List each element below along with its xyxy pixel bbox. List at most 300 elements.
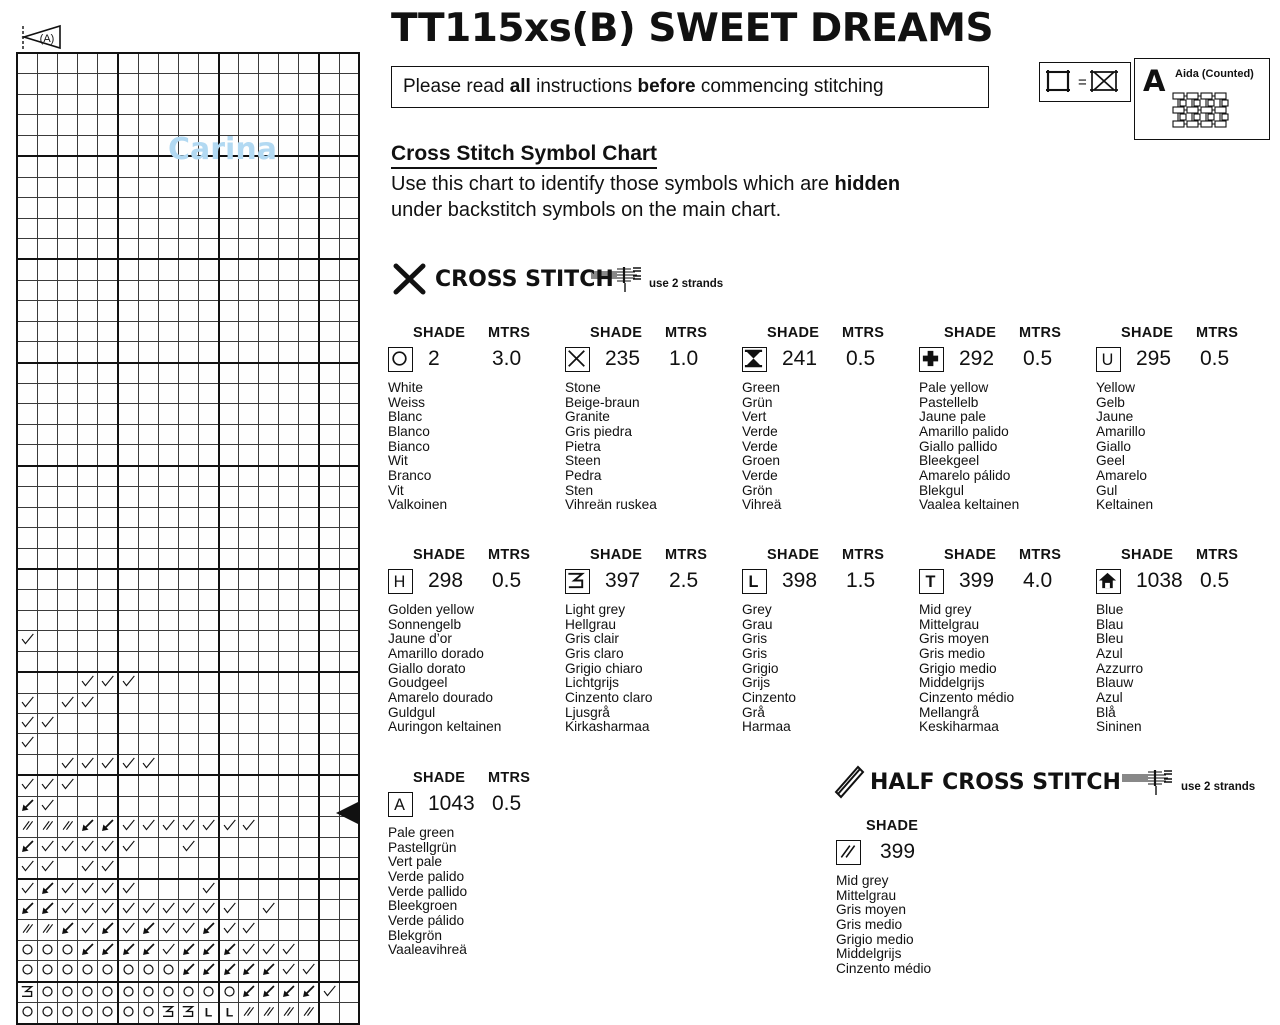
grid-cell-empty[interactable]	[158, 74, 178, 94]
grid-cell-empty[interactable]	[138, 342, 158, 363]
grid-cell-empty[interactable]	[118, 301, 138, 321]
grid-cell-empty[interactable]	[219, 610, 239, 630]
grid-cell-empty[interactable]	[158, 775, 178, 796]
grid-cell-empty[interactable]	[279, 528, 299, 548]
grid-cell-empty[interactable]	[299, 198, 319, 218]
grid-cell-empty[interactable]	[219, 775, 239, 796]
grid-cell-empty[interactable]	[259, 342, 279, 363]
grid-cell-empty[interactable]	[138, 74, 158, 94]
grid-cell-check[interactable]	[97, 837, 117, 857]
grid-cell-empty[interactable]	[219, 280, 239, 300]
grid-cell-empty[interactable]	[319, 714, 339, 734]
grid-cell-empty[interactable]	[279, 734, 299, 754]
grid-cell-empty[interactable]	[118, 404, 138, 424]
grid-cell-empty[interactable]	[319, 94, 339, 114]
grid-cell-double-slash[interactable]	[279, 1003, 299, 1024]
grid-cell-circle[interactable]	[17, 961, 37, 982]
grid-cell-empty[interactable]	[239, 487, 259, 507]
grid-cell-empty[interactable]	[158, 879, 178, 900]
grid-cell-empty[interactable]	[239, 528, 259, 548]
grid-cell-empty[interactable]	[340, 734, 359, 754]
grid-cell-empty[interactable]	[178, 796, 198, 816]
grid-cell-empty[interactable]	[299, 342, 319, 363]
grid-cell-double-slash[interactable]	[37, 817, 57, 837]
grid-cell-empty[interactable]	[239, 74, 259, 94]
grid-cell-empty[interactable]	[198, 301, 218, 321]
grid-cell-empty[interactable]	[77, 528, 97, 548]
grid-cell-empty[interactable]	[158, 466, 178, 487]
grid-cell-empty[interactable]	[340, 569, 359, 590]
grid-cell-empty[interactable]	[299, 280, 319, 300]
grid-cell-empty[interactable]	[219, 548, 239, 569]
grid-cell-empty[interactable]	[37, 156, 57, 177]
grid-cell-arrow[interactable]	[219, 940, 239, 960]
grid-cell-empty[interactable]	[239, 156, 259, 177]
grid-cell-check[interactable]	[77, 920, 97, 940]
grid-cell-empty[interactable]	[259, 548, 279, 569]
grid-cell-empty[interactable]	[37, 198, 57, 218]
grid-cell-empty[interactable]	[158, 858, 178, 879]
grid-cell-empty[interactable]	[198, 363, 218, 384]
grid-cell-empty[interactable]	[17, 487, 37, 507]
grid-cell-empty[interactable]	[239, 321, 259, 341]
grid-cell-empty[interactable]	[259, 796, 279, 816]
grid-cell-check[interactable]	[178, 899, 198, 919]
grid-cell-arrow[interactable]	[219, 961, 239, 982]
grid-cell-empty[interactable]	[178, 177, 198, 197]
grid-cell-empty[interactable]	[97, 74, 117, 94]
grid-cell-empty[interactable]	[37, 384, 57, 404]
grid-cell-empty[interactable]	[97, 115, 117, 135]
grid-cell-empty[interactable]	[57, 363, 77, 384]
grid-cell-empty[interactable]	[37, 301, 57, 321]
grid-cell-empty[interactable]	[118, 734, 138, 754]
grid-cell-empty[interactable]	[279, 796, 299, 816]
grid-cell-empty[interactable]	[279, 177, 299, 197]
grid-cell-empty[interactable]	[138, 321, 158, 341]
grid-cell-empty[interactable]	[299, 301, 319, 321]
grid-cell-empty[interactable]	[158, 424, 178, 444]
grid-cell-check[interactable]	[77, 899, 97, 919]
grid-cell-empty[interactable]	[138, 238, 158, 259]
grid-cell-empty[interactable]	[279, 879, 299, 900]
grid-cell-empty[interactable]	[279, 610, 299, 630]
grid-cell-empty[interactable]	[219, 342, 239, 363]
grid-cell-empty[interactable]	[259, 837, 279, 857]
grid-cell-empty[interactable]	[17, 754, 37, 775]
grid-cell-empty[interactable]	[158, 94, 178, 114]
grid-cell-circle[interactable]	[158, 961, 178, 982]
grid-cell-empty[interactable]	[219, 74, 239, 94]
grid-cell-empty[interactable]	[319, 115, 339, 135]
grid-cell-empty[interactable]	[279, 672, 299, 693]
grid-cell-empty[interactable]	[57, 631, 77, 651]
grid-cell-arrow[interactable]	[17, 796, 37, 816]
grid-cell-empty[interactable]	[17, 590, 37, 610]
grid-cell-empty[interactable]	[97, 631, 117, 651]
grid-cell-empty[interactable]	[299, 714, 319, 734]
grid-cell-empty[interactable]	[57, 569, 77, 590]
grid-cell-empty[interactable]	[219, 238, 239, 259]
grid-cell-empty[interactable]	[118, 424, 138, 444]
grid-cell-empty[interactable]	[138, 796, 158, 816]
grid-cell-empty[interactable]	[219, 569, 239, 590]
grid-cell-empty[interactable]	[239, 363, 259, 384]
grid-cell-letter-L[interactable]	[219, 1003, 239, 1024]
grid-cell-empty[interactable]	[259, 775, 279, 796]
grid-cell-empty[interactable]	[97, 321, 117, 341]
grid-cell-empty[interactable]	[198, 548, 218, 569]
grid-cell-empty[interactable]	[138, 590, 158, 610]
grid-cell-empty[interactable]	[319, 879, 339, 900]
grid-cell-empty[interactable]	[77, 404, 97, 424]
grid-cell-empty[interactable]	[319, 569, 339, 590]
grid-cell-empty[interactable]	[17, 466, 37, 487]
grid-cell-check[interactable]	[17, 775, 37, 796]
grid-cell-empty[interactable]	[279, 548, 299, 569]
grid-cell-empty[interactable]	[198, 796, 218, 816]
grid-cell-empty[interactable]	[118, 94, 138, 114]
grid-cell-empty[interactable]	[340, 53, 359, 74]
grid-cell-empty[interactable]	[319, 961, 339, 982]
grid-cell-empty[interactable]	[259, 259, 279, 280]
grid-cell-empty[interactable]	[319, 610, 339, 630]
grid-cell-empty[interactable]	[340, 631, 359, 651]
grid-cell-empty[interactable]	[198, 94, 218, 114]
grid-cell-empty[interactable]	[118, 487, 138, 507]
grid-cell-circle[interactable]	[77, 961, 97, 982]
grid-cell-empty[interactable]	[57, 610, 77, 630]
grid-cell-empty[interactable]	[138, 135, 158, 156]
grid-cell-circle[interactable]	[37, 1003, 57, 1024]
grid-cell-empty[interactable]	[77, 775, 97, 796]
grid-cell-empty[interactable]	[77, 569, 97, 590]
grid-cell-empty[interactable]	[138, 672, 158, 693]
grid-cell-empty[interactable]	[299, 940, 319, 960]
grid-cell-arrow[interactable]	[57, 920, 77, 940]
grid-cell-empty[interactable]	[279, 74, 299, 94]
grid-cell-arrow[interactable]	[178, 940, 198, 960]
grid-cell-empty[interactable]	[37, 280, 57, 300]
grid-cell-empty[interactable]	[279, 363, 299, 384]
grid-cell-empty[interactable]	[279, 487, 299, 507]
grid-cell-empty[interactable]	[57, 651, 77, 672]
grid-cell-empty[interactable]	[340, 775, 359, 796]
grid-cell-empty[interactable]	[219, 837, 239, 857]
grid-cell-empty[interactable]	[138, 610, 158, 630]
grid-cell-empty[interactable]	[17, 404, 37, 424]
grid-cell-empty[interactable]	[17, 363, 37, 384]
grid-cell-empty[interactable]	[219, 156, 239, 177]
grid-cell-arrow[interactable]	[239, 961, 259, 982]
grid-cell-empty[interactable]	[17, 610, 37, 630]
grid-cell-empty[interactable]	[219, 796, 239, 816]
grid-cell-empty[interactable]	[319, 342, 339, 363]
grid-cell-empty[interactable]	[178, 238, 198, 259]
grid-cell-empty[interactable]	[299, 445, 319, 466]
grid-cell-empty[interactable]	[299, 94, 319, 114]
grid-cell-empty[interactable]	[178, 775, 198, 796]
grid-cell-empty[interactable]	[340, 899, 359, 919]
grid-cell-empty[interactable]	[219, 651, 239, 672]
grid-cell-empty[interactable]	[158, 342, 178, 363]
grid-cell-empty[interactable]	[178, 156, 198, 177]
grid-cell-empty[interactable]	[97, 445, 117, 466]
grid-cell-empty[interactable]	[279, 404, 299, 424]
grid-cell-empty[interactable]	[138, 693, 158, 713]
grid-cell-empty[interactable]	[340, 879, 359, 900]
grid-cell-empty[interactable]	[299, 817, 319, 837]
grid-cell-empty[interactable]	[319, 754, 339, 775]
grid-cell-empty[interactable]	[239, 280, 259, 300]
grid-cell-empty[interactable]	[178, 651, 198, 672]
grid-cell-empty[interactable]	[178, 714, 198, 734]
grid-cell-empty[interactable]	[97, 280, 117, 300]
grid-cell-empty[interactable]	[219, 363, 239, 384]
grid-cell-reverse-three[interactable]	[178, 1003, 198, 1024]
grid-cell-empty[interactable]	[279, 693, 299, 713]
grid-cell-empty[interactable]	[158, 259, 178, 280]
grid-cell-empty[interactable]	[259, 590, 279, 610]
grid-cell-empty[interactable]	[198, 404, 218, 424]
grid-cell-empty[interactable]	[279, 920, 299, 940]
grid-cell-arrow[interactable]	[239, 982, 259, 1003]
grid-cell-empty[interactable]	[340, 115, 359, 135]
grid-cell-empty[interactable]	[279, 775, 299, 796]
grid-cell-empty[interactable]	[279, 280, 299, 300]
grid-cell-empty[interactable]	[138, 631, 158, 651]
grid-cell-arrow[interactable]	[259, 961, 279, 982]
grid-cell-empty[interactable]	[158, 280, 178, 300]
grid-cell-empty[interactable]	[340, 404, 359, 424]
grid-cell-empty[interactable]	[198, 569, 218, 590]
grid-cell-empty[interactable]	[57, 590, 77, 610]
grid-cell-empty[interactable]	[77, 548, 97, 569]
grid-cell-empty[interactable]	[17, 672, 37, 693]
grid-cell-empty[interactable]	[219, 94, 239, 114]
grid-cell-empty[interactable]	[239, 775, 259, 796]
grid-cell-empty[interactable]	[259, 115, 279, 135]
grid-cell-empty[interactable]	[198, 342, 218, 363]
grid-cell-empty[interactable]	[17, 384, 37, 404]
grid-cell-empty[interactable]	[178, 487, 198, 507]
grid-cell-empty[interactable]	[219, 218, 239, 238]
grid-cell-check[interactable]	[178, 817, 198, 837]
grid-cell-empty[interactable]	[259, 198, 279, 218]
grid-cell-double-slash[interactable]	[239, 1003, 259, 1024]
grid-cell-empty[interactable]	[299, 487, 319, 507]
grid-cell-check[interactable]	[118, 837, 138, 857]
grid-cell-circle[interactable]	[219, 982, 239, 1003]
grid-cell-empty[interactable]	[37, 487, 57, 507]
grid-cell-check[interactable]	[77, 837, 97, 857]
grid-cell-empty[interactable]	[219, 404, 239, 424]
grid-cell-arrow[interactable]	[299, 982, 319, 1003]
grid-cell-check[interactable]	[17, 879, 37, 900]
grid-cell-empty[interactable]	[97, 156, 117, 177]
grid-cell-empty[interactable]	[57, 548, 77, 569]
grid-cell-empty[interactable]	[239, 837, 259, 857]
grid-cell-empty[interactable]	[319, 445, 339, 466]
grid-cell-empty[interactable]	[138, 53, 158, 74]
grid-cell-empty[interactable]	[340, 1003, 359, 1024]
grid-cell-empty[interactable]	[118, 507, 138, 527]
grid-cell-empty[interactable]	[239, 53, 259, 74]
grid-cell-empty[interactable]	[57, 321, 77, 341]
grid-cell-empty[interactable]	[340, 198, 359, 218]
grid-cell-empty[interactable]	[319, 198, 339, 218]
grid-cell-empty[interactable]	[77, 301, 97, 321]
grid-cell-empty[interactable]	[158, 487, 178, 507]
grid-cell-empty[interactable]	[138, 445, 158, 466]
grid-cell-empty[interactable]	[340, 238, 359, 259]
grid-cell-empty[interactable]	[97, 528, 117, 548]
grid-cell-check[interactable]	[118, 754, 138, 775]
grid-cell-check[interactable]	[77, 879, 97, 900]
grid-cell-check[interactable]	[259, 940, 279, 960]
grid-cell-check[interactable]	[118, 899, 138, 919]
grid-cell-empty[interactable]	[299, 837, 319, 857]
grid-cell-empty[interactable]	[219, 53, 239, 74]
grid-cell-empty[interactable]	[178, 94, 198, 114]
grid-cell-empty[interactable]	[118, 651, 138, 672]
grid-cell-empty[interactable]	[279, 384, 299, 404]
grid-cell-empty[interactable]	[239, 693, 259, 713]
grid-cell-empty[interactable]	[340, 590, 359, 610]
grid-cell-empty[interactable]	[138, 363, 158, 384]
grid-cell-empty[interactable]	[219, 631, 239, 651]
grid-cell-empty[interactable]	[158, 590, 178, 610]
grid-cell-circle[interactable]	[57, 940, 77, 960]
grid-cell-empty[interactable]	[118, 259, 138, 280]
grid-cell-empty[interactable]	[340, 156, 359, 177]
grid-cell-empty[interactable]	[57, 94, 77, 114]
grid-cell-empty[interactable]	[17, 321, 37, 341]
grid-cell-circle[interactable]	[158, 982, 178, 1003]
grid-cell-empty[interactable]	[198, 734, 218, 754]
grid-cell-empty[interactable]	[178, 590, 198, 610]
grid-cell-empty[interactable]	[279, 259, 299, 280]
grid-cell-empty[interactable]	[178, 528, 198, 548]
grid-cell-check[interactable]	[57, 879, 77, 900]
grid-cell-empty[interactable]	[57, 858, 77, 879]
grid-cell-empty[interactable]	[158, 115, 178, 135]
grid-cell-empty[interactable]	[319, 466, 339, 487]
grid-cell-empty[interactable]	[37, 445, 57, 466]
grid-cell-arrow[interactable]	[17, 899, 37, 919]
grid-cell-empty[interactable]	[239, 858, 259, 879]
grid-cell-empty[interactable]	[158, 218, 178, 238]
grid-cell-check[interactable]	[57, 899, 77, 919]
grid-cell-check[interactable]	[319, 982, 339, 1003]
grid-cell-circle[interactable]	[138, 982, 158, 1003]
grid-cell-empty[interactable]	[239, 734, 259, 754]
grid-cell-empty[interactable]	[57, 487, 77, 507]
grid-cell-empty[interactable]	[299, 404, 319, 424]
grid-cell-empty[interactable]	[17, 53, 37, 74]
grid-cell-empty[interactable]	[118, 238, 138, 259]
grid-cell-empty[interactable]	[118, 569, 138, 590]
grid-cell-circle[interactable]	[17, 1003, 37, 1024]
grid-cell-empty[interactable]	[259, 424, 279, 444]
grid-cell-empty[interactable]	[319, 775, 339, 796]
grid-cell-check[interactable]	[118, 879, 138, 900]
grid-cell-circle[interactable]	[97, 1003, 117, 1024]
grid-cell-empty[interactable]	[239, 610, 259, 630]
grid-cell-empty[interactable]	[37, 548, 57, 569]
grid-cell-empty[interactable]	[259, 858, 279, 879]
grid-cell-empty[interactable]	[57, 445, 77, 466]
grid-cell-empty[interactable]	[239, 466, 259, 487]
grid-cell-check[interactable]	[57, 775, 77, 796]
grid-cell-empty[interactable]	[299, 115, 319, 135]
grid-cell-empty[interactable]	[17, 94, 37, 114]
grid-cell-empty[interactable]	[158, 445, 178, 466]
grid-cell-empty[interactable]	[57, 280, 77, 300]
grid-cell-empty[interactable]	[37, 631, 57, 651]
grid-cell-empty[interactable]	[178, 342, 198, 363]
grid-cell-empty[interactable]	[158, 135, 178, 156]
grid-cell-empty[interactable]	[118, 590, 138, 610]
grid-cell-empty[interactable]	[299, 363, 319, 384]
grid-cell-empty[interactable]	[239, 445, 259, 466]
grid-cell-empty[interactable]	[319, 858, 339, 879]
grid-cell-empty[interactable]	[158, 837, 178, 857]
grid-cell-empty[interactable]	[219, 301, 239, 321]
grid-cell-empty[interactable]	[138, 775, 158, 796]
grid-cell-double-slash[interactable]	[259, 1003, 279, 1024]
grid-cell-empty[interactable]	[299, 74, 319, 94]
grid-cell-empty[interactable]	[340, 507, 359, 527]
grid-cell-empty[interactable]	[259, 631, 279, 651]
grid-cell-empty[interactable]	[299, 218, 319, 238]
grid-cell-empty[interactable]	[138, 177, 158, 197]
grid-cell-empty[interactable]	[319, 920, 339, 940]
grid-cell-empty[interactable]	[37, 342, 57, 363]
grid-cell-empty[interactable]	[178, 507, 198, 527]
grid-cell-empty[interactable]	[219, 693, 239, 713]
grid-cell-empty[interactable]	[118, 610, 138, 630]
grid-cell-empty[interactable]	[138, 198, 158, 218]
grid-cell-circle[interactable]	[138, 961, 158, 982]
grid-cell-empty[interactable]	[77, 74, 97, 94]
grid-cell-empty[interactable]	[340, 982, 359, 1003]
grid-cell-empty[interactable]	[57, 218, 77, 238]
grid-cell-empty[interactable]	[279, 507, 299, 527]
grid-cell-empty[interactable]	[118, 218, 138, 238]
grid-cell-empty[interactable]	[77, 363, 97, 384]
grid-cell-empty[interactable]	[340, 714, 359, 734]
grid-cell-empty[interactable]	[138, 837, 158, 857]
grid-cell-empty[interactable]	[138, 94, 158, 114]
grid-cell-empty[interactable]	[178, 404, 198, 424]
grid-cell-empty[interactable]	[158, 651, 178, 672]
grid-cell-check[interactable]	[17, 693, 37, 713]
grid-cell-empty[interactable]	[97, 734, 117, 754]
grid-cell-empty[interactable]	[97, 404, 117, 424]
grid-cell-empty[interactable]	[37, 259, 57, 280]
grid-cell-empty[interactable]	[219, 177, 239, 197]
grid-cell-double-slash[interactable]	[37, 920, 57, 940]
grid-cell-circle[interactable]	[57, 1003, 77, 1024]
grid-cell-empty[interactable]	[259, 94, 279, 114]
grid-cell-empty[interactable]	[37, 135, 57, 156]
grid-cell-empty[interactable]	[239, 424, 259, 444]
grid-cell-empty[interactable]	[340, 693, 359, 713]
grid-cell-empty[interactable]	[17, 280, 37, 300]
grid-cell-check[interactable]	[219, 920, 239, 940]
grid-cell-empty[interactable]	[259, 487, 279, 507]
